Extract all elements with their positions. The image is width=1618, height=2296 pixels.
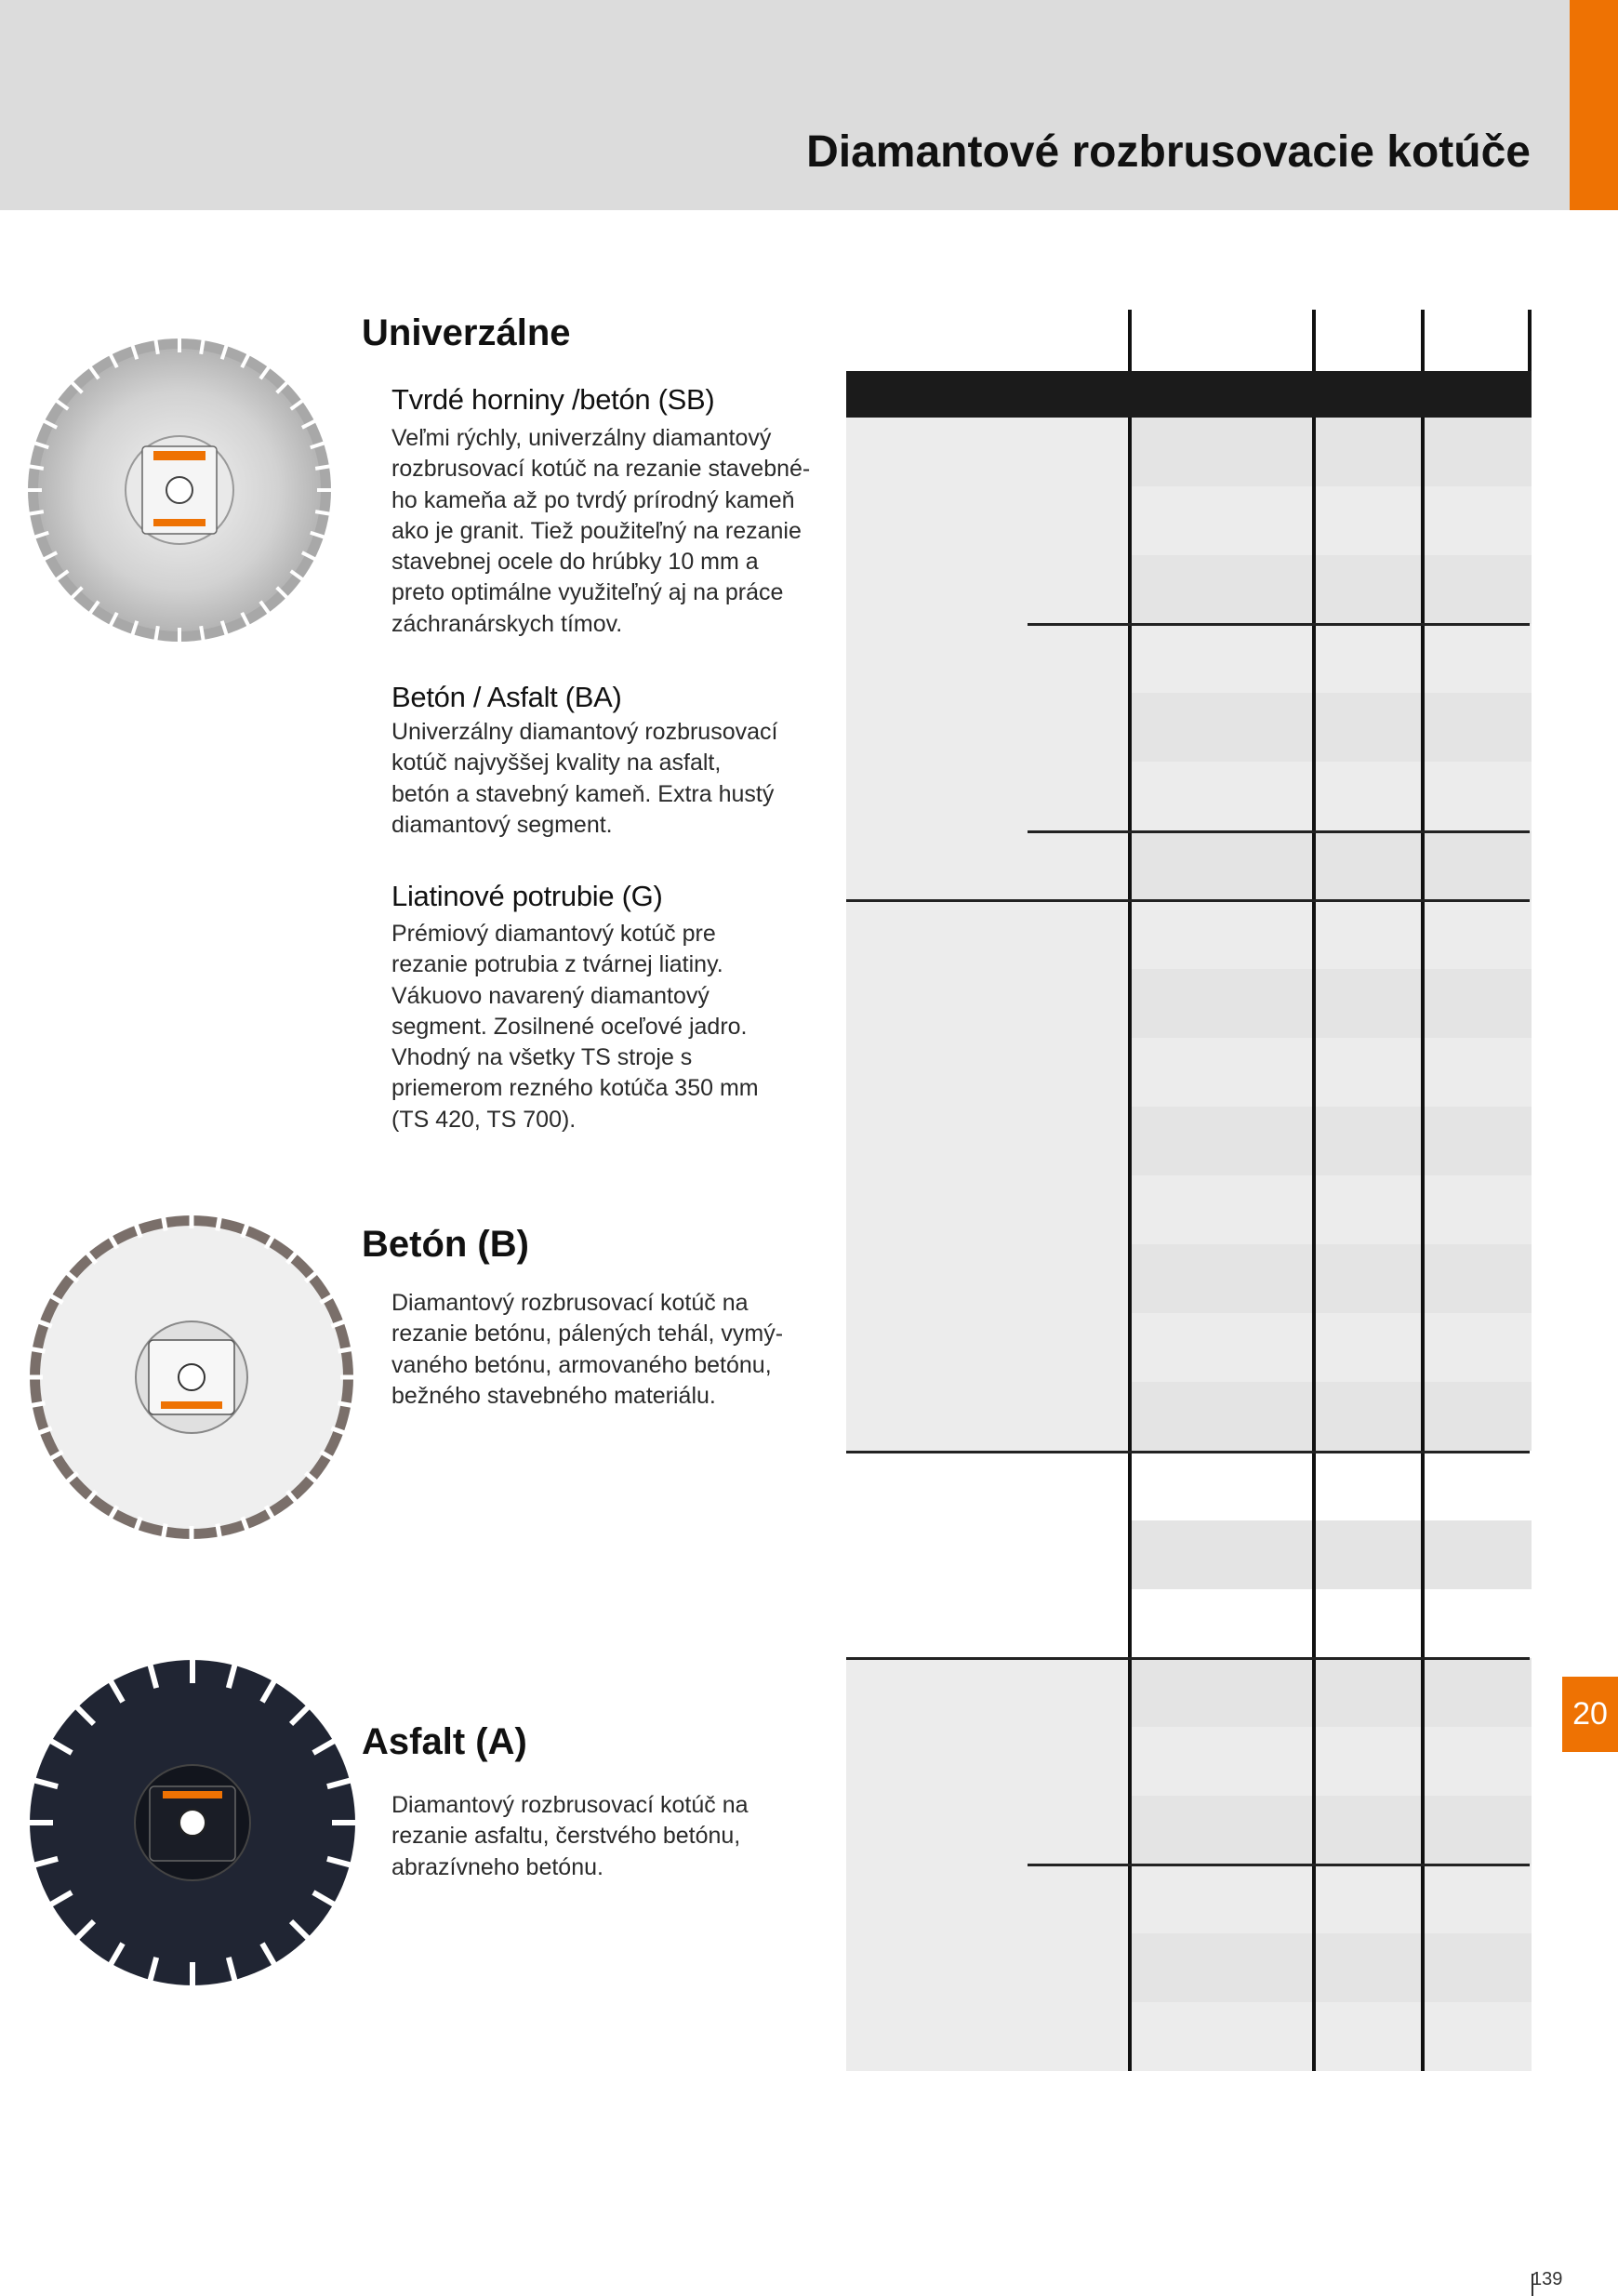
header-divider xyxy=(1528,310,1532,371)
row-separator xyxy=(846,1451,1530,1453)
text-line: rezanie asfaltu, čerstvého betónu, xyxy=(391,1823,741,1850)
row-stripe xyxy=(1130,1382,1532,1451)
subsection-text-g xyxy=(391,919,829,1135)
text-line: rezanie potrubia z tvárnej liatiny. xyxy=(391,951,723,978)
text-line: ako je granit. Tiež použiteľný na rezanie xyxy=(391,517,802,544)
asphalt-disc-image xyxy=(28,1658,357,1987)
subsection-title-ba: Betón / Asfalt (BA) xyxy=(391,681,622,713)
row-stripe xyxy=(1130,1244,1532,1313)
row-stripe xyxy=(1130,969,1532,1038)
section-title-asphalt: Asfalt (A) xyxy=(362,1721,527,1762)
row-stripe xyxy=(1130,1520,1532,1589)
row-stripe xyxy=(1130,1796,1532,1865)
text-line: Vhodný na všetky TS stroje s xyxy=(391,1044,693,1071)
text-line: Diamantový rozbrusovací kotúč na xyxy=(391,1290,749,1316)
section-text-asphalt xyxy=(391,1790,829,1883)
row-stripe xyxy=(1130,831,1532,900)
text-line: preto optimálne využiteľný aj na práce xyxy=(391,579,784,606)
row-separator xyxy=(1028,830,1530,833)
row-separator xyxy=(846,1657,1530,1660)
row-stripe xyxy=(1130,555,1532,624)
text-line: ho kameňa až po tvrdý prírodný kameň xyxy=(391,486,795,513)
row-separator xyxy=(1028,623,1530,626)
header-divider xyxy=(1421,310,1425,371)
text-line: Diamantový rozbrusovací kotúč na xyxy=(391,1792,749,1818)
text-line: rezanie betónu, pálených tehál, vymý- xyxy=(391,1321,784,1347)
price-table xyxy=(846,310,1532,2072)
subsection-text-sb xyxy=(391,423,829,640)
universal-disc-image xyxy=(26,337,333,644)
page-number: 139 xyxy=(1532,2269,1563,2289)
text-line: Veľmi rýchly, univerzálny diamantový xyxy=(391,425,772,451)
text-line: stavebnej ocele do hrúbky 10 mm a xyxy=(391,549,759,576)
text-line: kotúč najvyššej kvality na asfalt, xyxy=(391,750,722,776)
row-stripe xyxy=(1130,418,1532,486)
subsection-title-sb: Tvrdé horniny /betón (SB) xyxy=(391,383,715,416)
subsection-text-ba xyxy=(391,717,829,841)
band-universal xyxy=(846,418,1532,900)
accent-bar xyxy=(1570,0,1618,210)
header-divider xyxy=(1128,310,1132,371)
text-line: abrazívneho betónu. xyxy=(391,1853,603,1880)
section-text-concrete xyxy=(391,1288,829,1412)
row-separator xyxy=(1028,1864,1530,1866)
text-line: záchranárskych tímov. xyxy=(391,610,623,637)
row-stripe xyxy=(1130,1658,1532,1727)
section-title-universal: Univerzálne xyxy=(362,312,571,353)
row-stripe xyxy=(1130,1107,1532,1175)
row-stripe xyxy=(1130,693,1532,762)
text-line: Vákuovo navarený diamantový xyxy=(391,982,710,1009)
subsection-title-g: Liatinové potrubie (G) xyxy=(391,880,663,912)
text-line: rozbrusovací kotúč na rezanie stavebné- xyxy=(391,456,811,483)
text-line: vaného betónu, armovaného betónu, xyxy=(391,1351,772,1378)
text-line: diamantový segment. xyxy=(391,811,613,838)
table-title-bar xyxy=(846,371,1532,418)
page-header xyxy=(0,0,1570,210)
row-stripe xyxy=(1130,1933,1532,2002)
text-line: Univerzálny diamantový rozbrusovací xyxy=(391,719,778,745)
text-line: betón a stavebný kameň. Extra hustý xyxy=(391,780,775,807)
column-divider xyxy=(1128,418,1132,2071)
column-divider xyxy=(1312,418,1316,2071)
text-line: (TS 420, TS 700). xyxy=(391,1106,577,1133)
chapter-tab: 20 xyxy=(1562,1677,1618,1752)
text-line: segment. Zosilnené oceľové jadro. xyxy=(391,1013,748,1040)
text-line: priemerom rezného kotúča 350 mm xyxy=(391,1075,759,1102)
text-line: bežného stavebného materiálu. xyxy=(391,1382,716,1409)
concrete-disc-image xyxy=(28,1214,355,1541)
header-divider xyxy=(1312,310,1316,371)
text-line: Prémiový diamantový kotúč pre xyxy=(391,921,716,947)
row-separator xyxy=(846,899,1530,902)
page-title: Diamantové rozbrusovacie kotúče xyxy=(806,127,1531,177)
section-title-concrete: Betón (B) xyxy=(362,1224,529,1265)
column-divider xyxy=(1421,418,1425,2071)
